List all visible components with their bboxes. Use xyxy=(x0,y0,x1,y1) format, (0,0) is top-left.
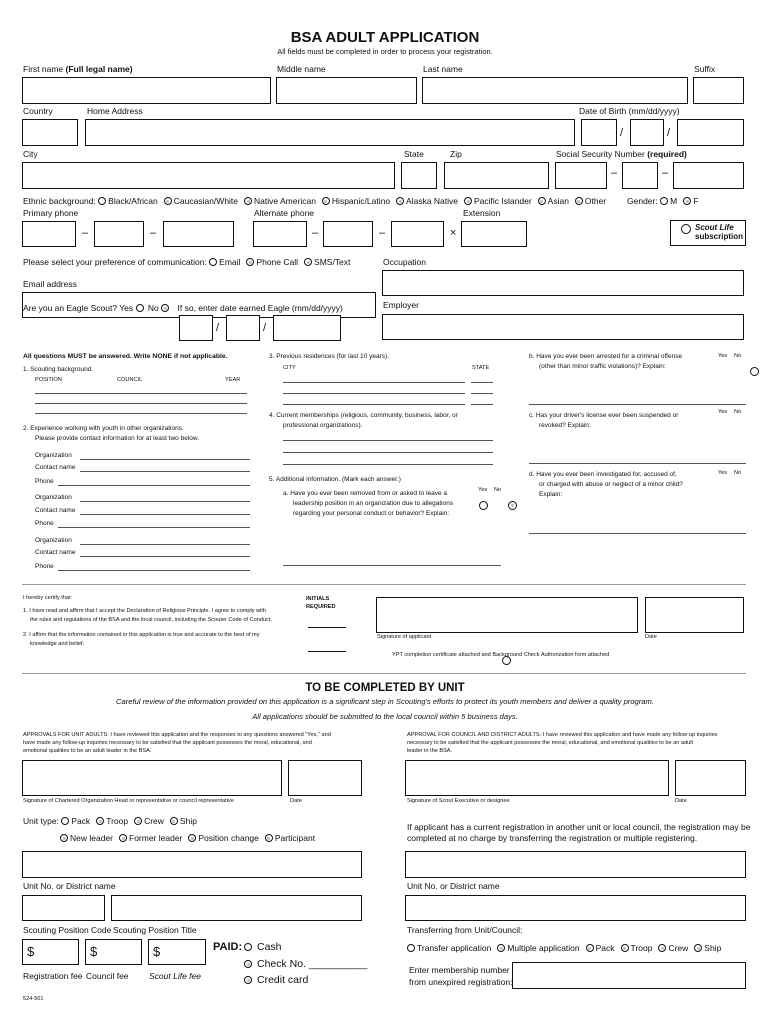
membership-number-label: Enter membership number xyxy=(409,965,510,975)
phone-label: Phone xyxy=(35,478,54,485)
comm-preference: Please select your preference of communication: Email Phone Call SMS/Text xyxy=(23,257,351,267)
residence-line[interactable] xyxy=(283,393,465,394)
question-d-line3: Explain: xyxy=(539,491,563,498)
radio-icon xyxy=(464,197,472,205)
phone-label: Phone xyxy=(35,520,54,527)
unit-number-field[interactable] xyxy=(22,851,362,878)
certify-2-line2: knowledge and belief. xyxy=(30,641,85,647)
org-line[interactable] xyxy=(80,459,250,460)
transfer-ship[interactable]: Ship xyxy=(694,943,721,953)
alt-phone-label: Alternate phone xyxy=(254,208,315,218)
se-signature-label: Signature of Scout Executive or designee xyxy=(407,798,510,804)
paid-label: PAID: xyxy=(213,941,243,953)
phone-line[interactable] xyxy=(58,527,250,528)
residence-line[interactable] xyxy=(283,382,465,383)
question-d-line2: or charged with abuse or neglect of a minor child? xyxy=(539,481,683,488)
qd-explain-line[interactable] xyxy=(529,533,746,534)
multi-registration-note-2: completed at no charge by transferring the registration or multiple registering. xyxy=(407,833,698,843)
question-3: 3. Previous residences (for last 10 years). xyxy=(269,353,389,360)
co-signature-label: Signature of Chartered Organization Head or representative or council representative xyxy=(23,798,234,804)
membership-line[interactable] xyxy=(283,440,493,441)
alt-phone-area[interactable] xyxy=(253,221,307,247)
qb-explain-line[interactable] xyxy=(529,404,746,405)
yes-label: Yes xyxy=(718,353,728,359)
scouting-line[interactable] xyxy=(35,413,247,414)
current-unit-number-field[interactable] xyxy=(405,851,746,878)
comm-option-phone[interactable]: Phone Call xyxy=(246,257,298,267)
yes-label: Yes xyxy=(718,409,728,415)
home-address-label: Home Address xyxy=(87,106,143,116)
employer-label: Employer xyxy=(383,300,419,310)
leader-type-position-change[interactable]: Position change xyxy=(188,833,259,843)
middle-name-field[interactable] xyxy=(276,77,417,104)
radio-icon xyxy=(170,817,178,825)
col-council: COUNCIL xyxy=(117,377,143,383)
radio-icon xyxy=(98,197,106,205)
council-fee-label: Council fee xyxy=(86,971,129,981)
question-c-line2: revoked? Explain: xyxy=(539,422,591,429)
signature-applicant-label: Signature of applicant xyxy=(377,634,432,640)
current-unit-number-label: Unit No. or District name xyxy=(407,881,500,891)
radio-icon xyxy=(265,834,273,842)
registration-fee-field[interactable] xyxy=(22,939,79,965)
approval-unit-text-3: emotional qualities to be an adult leader in the BSA. xyxy=(23,748,152,754)
transfer-troop[interactable]: Troop xyxy=(621,943,653,953)
applicant-signature-field[interactable] xyxy=(376,597,638,633)
ethnic-option-asian[interactable]: Asian xyxy=(538,196,569,206)
col-state: STATE xyxy=(472,365,490,371)
radio-icon xyxy=(136,304,144,312)
certify-2: 2. I affirm that the information contained in this application is true and accurate to the best of my xyxy=(23,632,260,638)
multi-registration-note: If applicant has a current registration in another unit or local council, the registration may be xyxy=(407,822,751,832)
ypt-label: YPT completion certificate attached and Background Check Authorization form attached xyxy=(392,652,610,658)
email-label: Email address xyxy=(23,279,77,289)
leader-type-new[interactable]: New leader xyxy=(60,833,113,843)
question-5a-line3: regarding your personal conduct or behavior? Explain: xyxy=(293,510,450,517)
se-signature-field[interactable] xyxy=(405,760,669,796)
ssn-part3-field[interactable] xyxy=(673,162,744,189)
dollar-sign: $ xyxy=(27,944,35,959)
contact-line[interactable] xyxy=(80,556,250,557)
applicant-date-field[interactable] xyxy=(645,597,744,633)
radio-icon xyxy=(497,944,505,952)
ethnic-option-hispanic[interactable]: Hispanic/Latino xyxy=(322,196,390,206)
pay-cash[interactable]: Cash xyxy=(244,941,282,954)
occupation-label: Occupation xyxy=(383,257,426,267)
radio-icon xyxy=(134,817,142,825)
question-2: 2. Experience working with youth in other organizations. xyxy=(23,425,184,432)
dollar-sign: $ xyxy=(153,944,161,959)
radio-icon xyxy=(683,197,691,205)
question-5: 5. Additional information. (Mark each answer.) xyxy=(269,476,401,483)
unit-number-label: Unit No. or District name xyxy=(23,881,116,891)
question-5a: a. Have you ever been removed from or asked to leave a xyxy=(283,490,448,497)
radio-icon xyxy=(244,197,252,205)
scouting-line[interactable] xyxy=(35,393,247,394)
unit-type: Unit type: Pack Troop Crew Ship xyxy=(23,816,197,826)
employer-field[interactable] xyxy=(382,314,744,340)
membership-line[interactable] xyxy=(283,452,493,453)
suffix-label: Suffix xyxy=(694,64,716,74)
question-4-note: professional organizations). xyxy=(283,422,363,429)
contact-line[interactable] xyxy=(80,514,250,515)
radio-icon xyxy=(164,197,172,205)
no-label: No xyxy=(734,353,742,359)
se-date-field[interactable] xyxy=(675,760,746,796)
position-title-label: Scouting Position Title xyxy=(113,925,197,935)
unit-heading: TO BE COMPLETED BY UNIT xyxy=(305,682,465,694)
residence-state-line[interactable] xyxy=(471,382,493,383)
last-name-field[interactable] xyxy=(422,77,688,104)
approval-unit-text-2: have made any follow-up inquiries necessary to be satisfied that the applicant possesses the moral, educational, and xyxy=(23,740,312,746)
dollar-sign: $ xyxy=(90,944,98,959)
primary-phone-line[interactable] xyxy=(163,221,234,247)
col-position: POSITION xyxy=(35,377,62,383)
unit-type-pack[interactable]: Pack xyxy=(61,816,90,826)
questions-header: All questions MUST be answered. Write NONE if not applicable. xyxy=(23,353,228,360)
radio-icon xyxy=(244,943,252,951)
approval-council-text-2: necessary to be satisfied that the applicant possesses the moral, educational, and emotional qualities to be an adult xyxy=(407,740,694,746)
ssn-part1-field[interactable] xyxy=(555,162,607,189)
co-date-label: Date xyxy=(290,798,302,804)
comm-option-sms[interactable]: SMS/Text xyxy=(304,257,350,267)
ethnic-option-native-american[interactable]: Native American xyxy=(244,196,316,206)
phone-line[interactable] xyxy=(58,570,250,571)
dob-day-field[interactable] xyxy=(630,119,664,146)
org-line[interactable] xyxy=(80,501,250,502)
ethnic-background: Ethnic background: Black/African Caucasian/White Native American Hispanic/Latino Alaska Native Pacific Islander Asian Other xyxy=(23,196,607,206)
leader-type-former[interactable]: Former leader xyxy=(119,833,182,843)
contact-label: Contact name xyxy=(35,549,76,556)
radio-icon xyxy=(60,834,68,842)
question-c: c. Has your driver's license ever been suspended or xyxy=(529,412,679,419)
city-label: City xyxy=(23,149,38,159)
dob-label: Date of Birth (mm/dd/yyyy) xyxy=(579,106,680,116)
radio-icon xyxy=(538,197,546,205)
pay-credit-card[interactable]: Credit card xyxy=(244,974,308,987)
ethnic-option-black[interactable]: Black/African xyxy=(98,196,158,206)
question-d: d. Have you ever been investigated for, accused of, xyxy=(529,471,677,478)
q5a-explain-line[interactable] xyxy=(283,565,501,566)
initials-label: INITIALS xyxy=(306,596,330,602)
ethnic-option-pacific-islander[interactable]: Pacific Islander xyxy=(464,196,532,206)
page-title: BSA ADULT APPLICATION xyxy=(290,29,480,46)
eagle-month-field[interactable] xyxy=(179,315,213,341)
no-label: No xyxy=(494,487,502,493)
approval-council-text: APPROVAL FOR COUNCIL AND DISTRICT ADULTS: I have reviewed this application and have made any follow-up inquiries xyxy=(407,732,718,738)
co-signature-field[interactable] xyxy=(22,760,282,796)
comm-option-email[interactable]: Email xyxy=(209,257,240,267)
question-1: 1. Scouting background. xyxy=(23,366,94,373)
radio-icon xyxy=(396,197,404,205)
certify-1-line2: the rules and regulations of the BSA and the local council, including the Scouter Code of Conduct. xyxy=(30,617,272,623)
residence-line[interactable] xyxy=(283,404,465,405)
se-date-label: Date xyxy=(675,798,687,804)
eagle-yes[interactable]: Yes xyxy=(119,303,145,313)
position-title-field[interactable] xyxy=(111,895,362,921)
gender: Gender: M F xyxy=(627,196,699,206)
unit-type-ship[interactable]: Ship xyxy=(170,816,197,826)
eagle-year-field[interactable] xyxy=(273,315,341,341)
phone-label: Phone xyxy=(35,563,54,570)
residence-state-line[interactable] xyxy=(471,404,493,405)
ethnic-option-caucasian[interactable]: Caucasian/White xyxy=(164,196,238,206)
dob-year-field[interactable] xyxy=(677,119,744,146)
radio-icon xyxy=(244,960,252,968)
scout-life-subscription[interactable]: Scout Life subscription xyxy=(670,220,746,246)
question-b: b. Have you ever been arrested for a criminal offense xyxy=(529,353,683,360)
org-line[interactable] xyxy=(80,544,250,545)
ssn-part2-field[interactable] xyxy=(622,162,658,189)
ethnic-option-other[interactable]: Other xyxy=(575,196,606,206)
eagle-no[interactable]: No xyxy=(148,303,171,313)
pay-check[interactable]: Check No. __________ xyxy=(244,958,367,971)
radio-icon xyxy=(694,944,702,952)
initials-line-2[interactable] xyxy=(308,651,346,652)
radio-icon xyxy=(96,817,104,825)
first-name-field[interactable] xyxy=(22,77,271,104)
radio-icon xyxy=(322,197,330,205)
scouting-line[interactable] xyxy=(35,403,247,404)
eagle-day-field[interactable] xyxy=(226,315,260,341)
radio-icon xyxy=(244,976,252,984)
no-label: No xyxy=(734,470,742,476)
council-fee-field[interactable] xyxy=(85,939,142,965)
transfer-from-label: Transferring from Unit/Council: xyxy=(407,925,523,935)
country-label: Country xyxy=(23,106,53,116)
radio-icon xyxy=(119,834,127,842)
zip-field[interactable] xyxy=(444,162,549,189)
ssn-label: Social Security Number (required) xyxy=(556,149,687,159)
city-field[interactable] xyxy=(22,162,395,189)
unit-type-troop[interactable]: Troop xyxy=(96,816,128,826)
form-number: 524-501 xyxy=(23,996,44,1002)
gender-option-f[interactable]: F xyxy=(683,196,698,206)
position-code-field[interactable] xyxy=(22,895,105,921)
certify-intro: I hereby certify that: xyxy=(23,595,73,601)
radio-icon xyxy=(660,197,668,205)
occupation-field[interactable] xyxy=(382,270,744,296)
ethnic-option-alaska-native[interactable]: Alaska Native xyxy=(396,196,458,206)
extension-field[interactable] xyxy=(461,221,527,247)
contact-line[interactable] xyxy=(80,471,250,472)
country-field[interactable] xyxy=(22,119,78,146)
state-field[interactable] xyxy=(401,162,437,189)
qb-yes-radio[interactable] xyxy=(750,367,759,376)
phone-line[interactable] xyxy=(58,485,250,486)
section-divider xyxy=(22,673,746,674)
contact-label: Contact name xyxy=(35,507,76,514)
question-5a-line2: leadership position in an organization due to allegations xyxy=(293,500,454,507)
col-city: CITY xyxy=(283,365,296,371)
no-label: No xyxy=(734,409,742,415)
approval-council-text-3: leader in the BSA. xyxy=(407,748,453,754)
leader-type xyxy=(60,833,321,843)
transfer-from-field[interactable] xyxy=(405,895,746,921)
radio-icon xyxy=(188,834,196,842)
radio-icon xyxy=(304,258,312,266)
question-2-note: Please provide contact information for at least two below. xyxy=(35,435,200,442)
suffix-field[interactable] xyxy=(693,77,744,104)
org-label: Organization xyxy=(35,537,72,544)
question-4: 4. Current memberships (religious, community, business, labor, or xyxy=(269,412,458,419)
extension-label: Extension xyxy=(463,208,501,218)
alt-phone-line[interactable] xyxy=(391,221,444,247)
leader-type-participant[interactable]: Participant xyxy=(265,833,315,843)
multiple-application[interactable]: Multiple application xyxy=(497,943,579,953)
q5a-yes-radio[interactable] xyxy=(479,501,488,510)
scout-life-fee-field[interactable] xyxy=(148,939,206,965)
radio-icon xyxy=(161,304,169,312)
middle-name-label: Middle name xyxy=(277,64,326,74)
radio-icon xyxy=(575,197,583,205)
radio-icon xyxy=(681,224,691,234)
radio-icon xyxy=(658,944,666,952)
initials-line-1[interactable] xyxy=(308,627,346,628)
org-label: Organization xyxy=(35,494,72,501)
q5a-no-radio[interactable] xyxy=(508,501,517,510)
alt-phone-prefix[interactable] xyxy=(323,221,373,247)
qc-explain-line[interactable] xyxy=(529,463,746,464)
gender-option-m[interactable]: M xyxy=(660,196,677,206)
primary-phone-area[interactable] xyxy=(22,221,76,247)
col-year: YEAR xyxy=(225,377,241,383)
dob-month-field[interactable] xyxy=(581,119,617,146)
question-b-line2: (other than minor traffic violations)? Explain: xyxy=(539,363,666,370)
position-code-label: Scouting Position Code xyxy=(23,925,112,935)
eagle-question: Are you an Eagle Scout? Yes No If so, enter date earned Eagle (mm/dd/yyyy) xyxy=(23,303,343,313)
zip-label: Zip xyxy=(450,149,462,159)
date-label: Date xyxy=(645,634,657,640)
transfer-application[interactable]: Transfer application xyxy=(407,943,491,953)
home-address-field[interactable] xyxy=(85,119,575,146)
radio-icon xyxy=(61,817,69,825)
unit-note-1: Careful review of the information provided on this application is a significant step in Scouting's efforts to protect its youth members and deliver a quality program. xyxy=(116,697,654,706)
co-date-field[interactable] xyxy=(288,760,362,796)
radio-icon xyxy=(246,258,254,266)
radio-icon xyxy=(621,944,629,952)
primary-phone-prefix[interactable] xyxy=(94,221,144,247)
registration-fee-label: Registration fee xyxy=(23,971,83,981)
initials-required: REQUIRED xyxy=(306,604,336,610)
section-divider xyxy=(22,584,746,585)
radio-icon xyxy=(586,944,594,952)
org-label: Organization xyxy=(35,452,72,459)
radio-icon xyxy=(407,944,415,952)
unit-type-crew[interactable]: Crew xyxy=(134,816,164,826)
radio-icon xyxy=(209,258,217,266)
approval-unit-text: APPROVALS FOR UNIT ADULTS: I have reviewed this application and the responses to any questions answered "Yes," and xyxy=(23,732,331,738)
last-name-label: Last name xyxy=(423,64,463,74)
scout-life-fee-label: Scout Life fee xyxy=(149,971,201,981)
unit-note-2: All applications should be submitted to the local council within 5 business days. xyxy=(252,712,518,721)
yes-label: Yes xyxy=(718,470,728,476)
membership-number-field[interactable] xyxy=(512,962,746,989)
transfer-options xyxy=(407,943,727,953)
membership-line[interactable] xyxy=(283,464,493,465)
yes-label: Yes xyxy=(478,487,488,493)
first-name-label: First name (Full legal name) xyxy=(23,64,133,74)
transfer-pack[interactable]: Pack xyxy=(586,943,615,953)
transfer-crew[interactable]: Crew xyxy=(658,943,688,953)
state-label: State xyxy=(404,149,424,159)
page-subtitle: All fields must be completed in order to process your registration. xyxy=(277,47,493,56)
primary-phone-label: Primary phone xyxy=(23,208,79,218)
certify-1: 1. I have read and affirm that I accept the Declaration of Religious Principle. I agree to comply with xyxy=(23,608,267,614)
membership-number-label-2: from unexpired registration: xyxy=(409,977,513,987)
residence-state-line[interactable] xyxy=(471,393,493,394)
contact-label: Contact name xyxy=(35,464,76,471)
